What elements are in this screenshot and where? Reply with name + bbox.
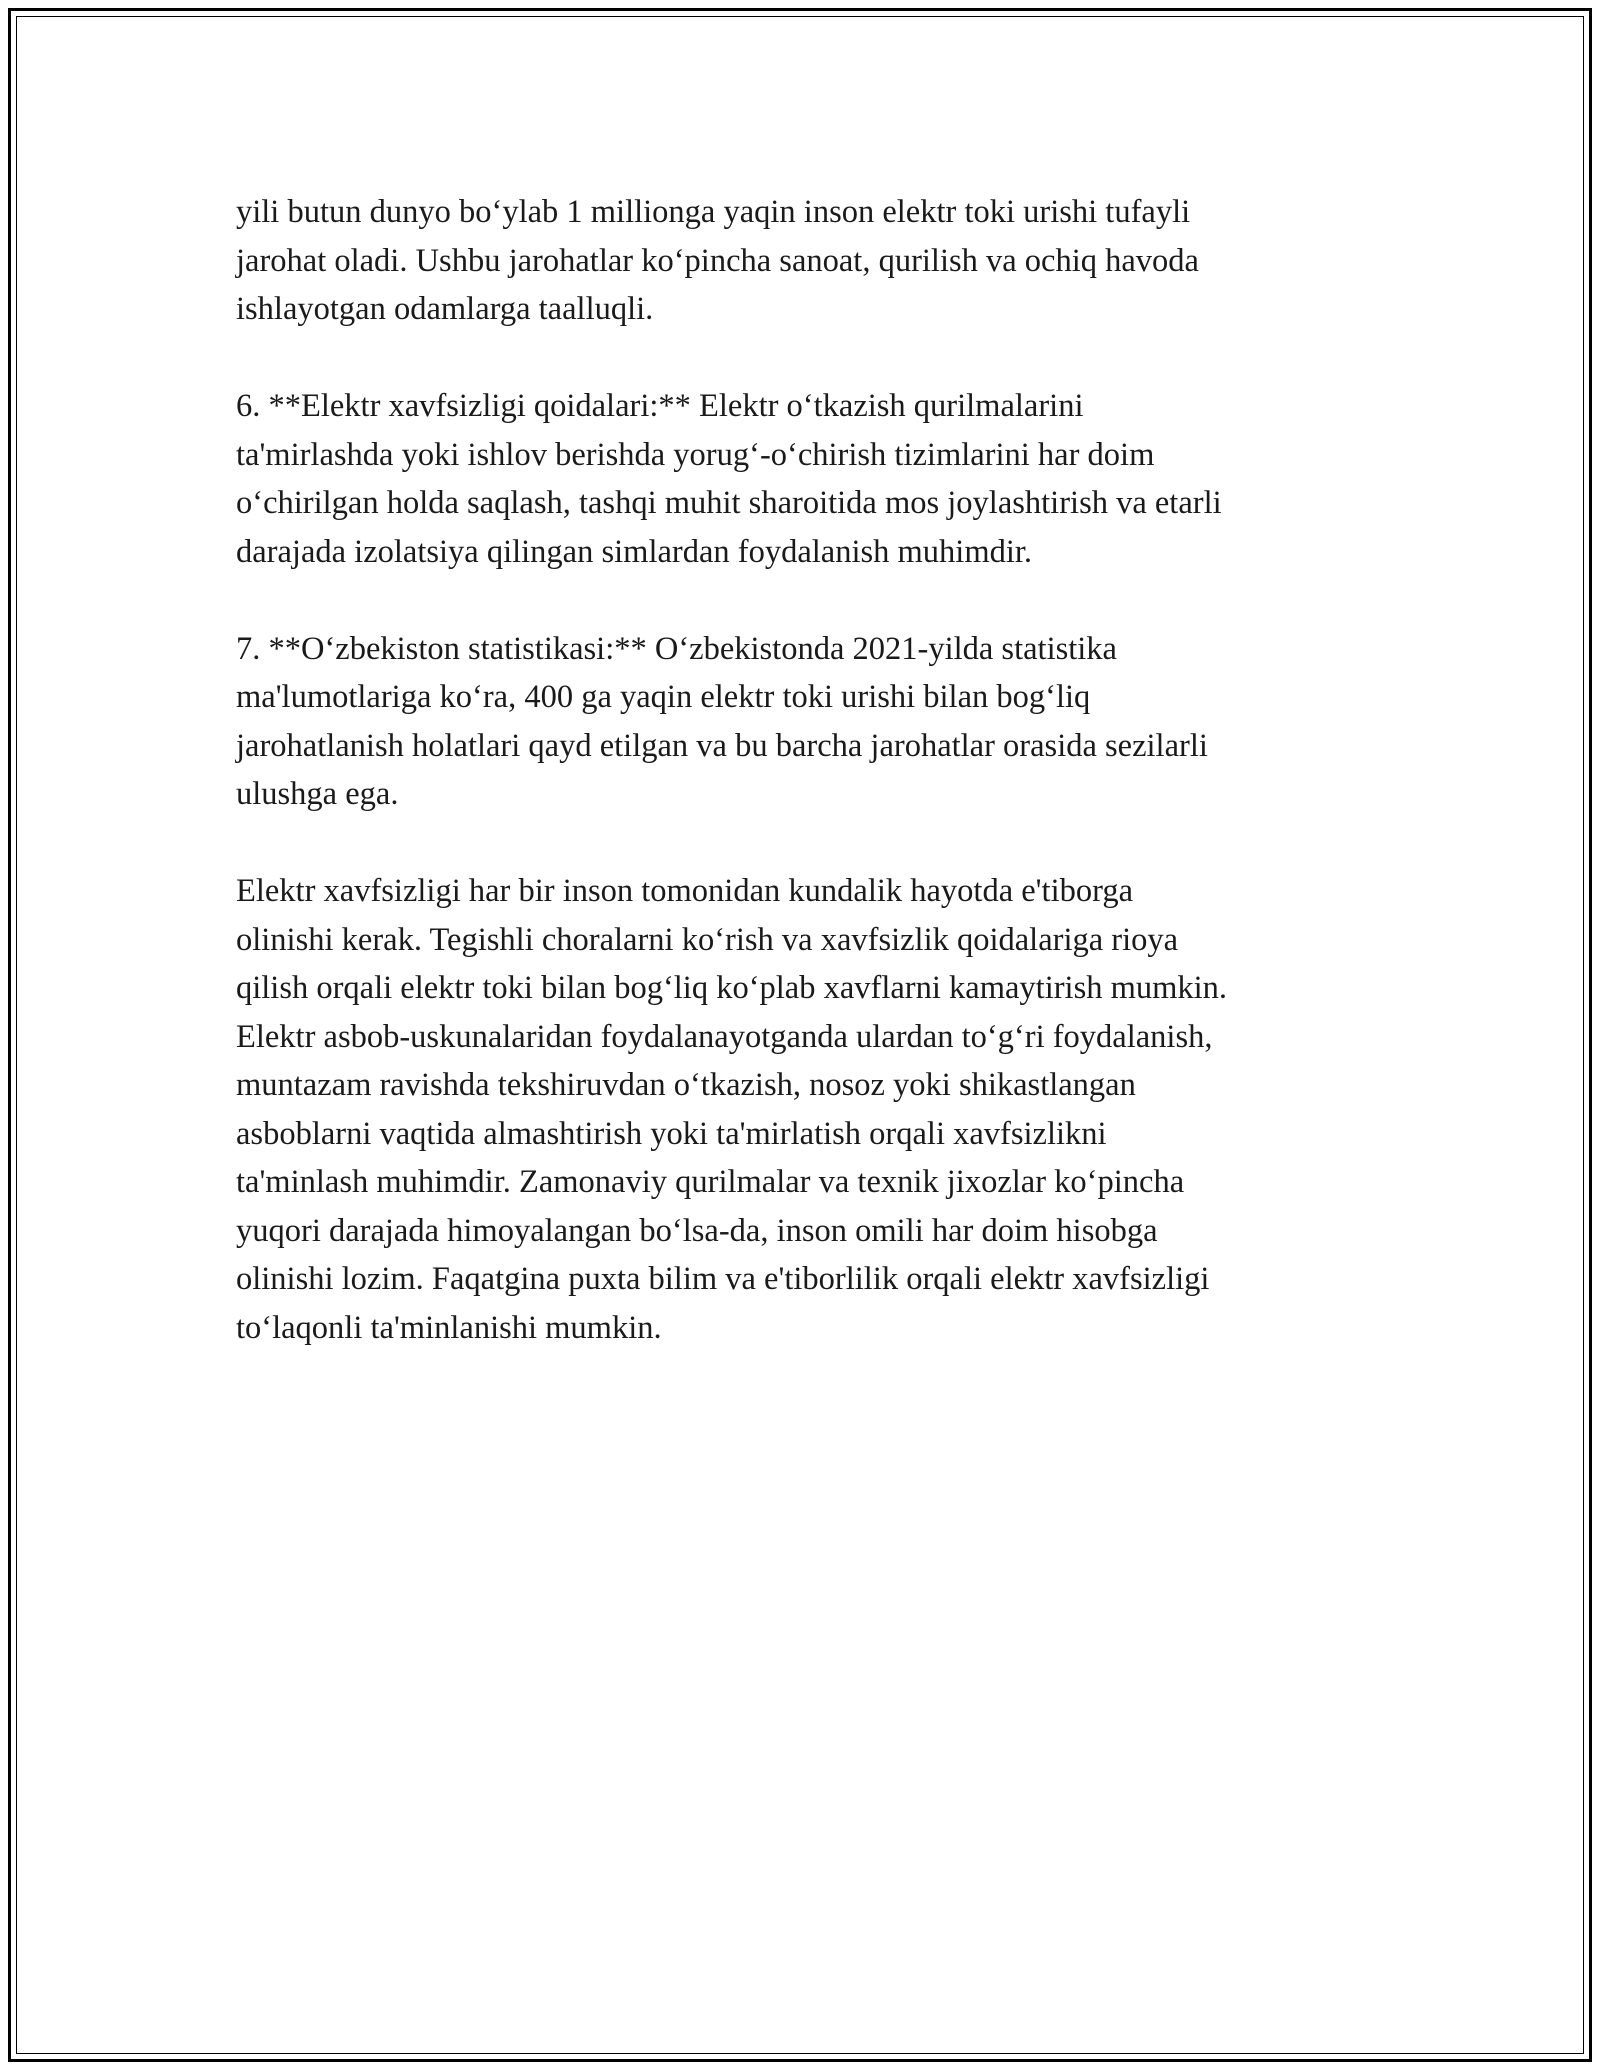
paragraph-uzbekistan-statistics: 7. **O‘zbekiston statistikasi:** O‘zbekistonda 2021-yilda statistika ma'lumotlariga ko‘ra, 400 ga yaqin elektr toki urishi bilan bog‘liq jarohatlanish holatlari qayd etilgan va bu barcha jarohatlar orasida sezilarli ulushga ega. bbox=[236, 630, 1208, 812]
document-body bbox=[236, 188, 1366, 1401]
paragraph-safety-rules: 6. **Elektr xavfsizligi qoidalari:** Elektr o‘tkazish qurilmalarini ta'mirlashda yoki ishlov berishda yorug‘-o‘chirish tizimlarini har doim o‘chirilgan holda saqlash, tashqi muhit sharoitida mos joylashtirish va etarli darajada izolatsiya qilingan simlardan foydalanish muhimdir. bbox=[236, 388, 1222, 570]
paragraph-injury-statistics: yili butun dunyo bo‘ylab 1 millionga yaqin inson elektr toki urishi tufayli jarohat oladi. Ushbu jarohatlar ko‘pincha sanoat, qurilish va ochiq havoda ishlayotgan odamlarga taalluqli. bbox=[236, 194, 1199, 327]
paragraph-conclusion: Elektr xavfsizligi har bir inson tomonidan kundalik hayotda e'tiborga olinishi kerak. Tegishli choralarni ko‘rish va xavfsizlik qoidalariga rioya qilish orqali elektr toki bilan bog‘liq ko‘plab xavflarni kamaytirish mumkin. Elektr asbob-uskunalaridan foydalanayotganda ulardan to‘g‘ri foydalanish, muntazam ravishda tekshiruvdan o‘tkazish, nosoz yoki shikastlangan asboblarni vaqtida almashtirish yoki ta'mirlatish orqali xavfsizlikni ta'minlash muhimdir. Zamonaviy qurilmalar va texnik jixozlar ko‘pincha yuqori darajada himoyalangan bo‘lsa-da, inson omili har doim hisobga olinishi lozim. Faqatgina puxta bilim va e'tiborlilik orqali elektr xavfsizligi to‘laqonli ta'minlanishi mumkin. bbox=[236, 873, 1228, 1346]
